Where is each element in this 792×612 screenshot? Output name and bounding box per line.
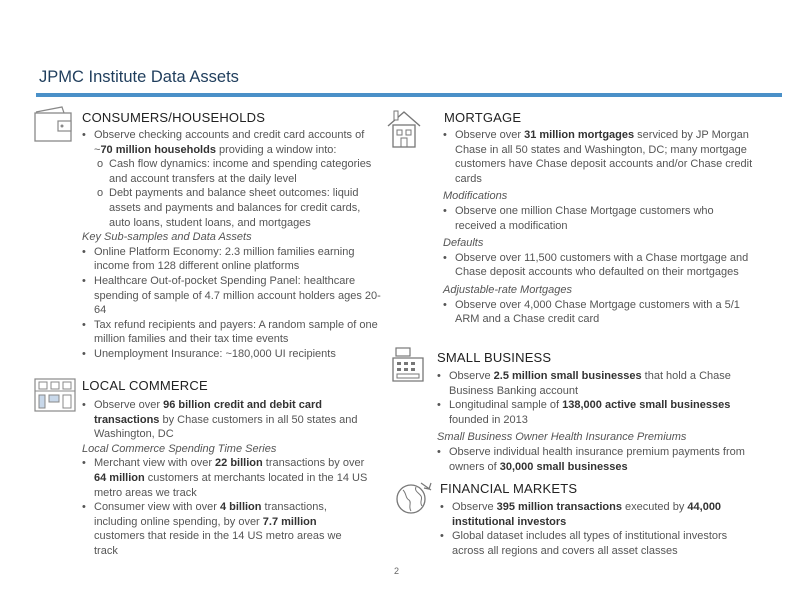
small-business-section xyxy=(437,369,749,474)
section-subheading: Modifications xyxy=(443,190,508,203)
house-icon xyxy=(386,108,422,150)
list-item: o Debt payments and balance sheet outcomes: liquid assets and payments and balances for credit cards, auto loans, student loans, and mortgages xyxy=(97,187,361,229)
local-commerce-section xyxy=(82,398,368,559)
list-item: • Longitudinal sample of 138,000 active small businesses founded in 2013 xyxy=(437,399,731,426)
section-subheading: Local Commerce Spending Time Series xyxy=(82,442,277,455)
financial-markets-heading: FINANCIAL MARKETS xyxy=(440,481,578,496)
list-item: • Healthcare Out-of-pocket Spending Panel: healthcare spending of sample of 4.7 million account holders ages 20-64 xyxy=(82,274,381,317)
title-rule xyxy=(36,93,782,97)
section-subheading: Adjustable-rate Mortgages xyxy=(443,283,573,296)
list-item: • Global dataset includes all types of institutional investors across all regions and covers all asset classes xyxy=(440,530,728,557)
list-item: • Observe over 11,500 customers with a Chase mortgage and Chase deposit accounts who defaulted on their mortgages xyxy=(443,251,749,279)
list-item: • Observe over 96 billion credit and debit card transactions by Chase customers in all 50 states and Washington, DC xyxy=(82,399,358,441)
list-item: • Tax refund recipients and payers: A random sample of one million families and their tax time events xyxy=(82,318,378,346)
list-item: • Observe checking accounts and credit card accounts of ~70 million households providing a window into: xyxy=(82,129,365,156)
list-item: • Consumer view with over 4 billion transactions, including online spending, by over 7.7 million customers that reside in the 14 US metro areas we track xyxy=(82,501,342,557)
section-subheading: Defaults xyxy=(443,237,484,250)
list-item: • Observe individual health insurance premium payments from owners of 30,000 small businesses xyxy=(437,445,745,473)
page-title: JPMC Institute Data Assets xyxy=(39,68,239,86)
storefront-icon xyxy=(32,376,78,414)
section-subheading: Key Sub-samples and Data Assets xyxy=(82,231,252,244)
list-item: • Observe 2.5 million small businesses that hold a Chase Business Banking account xyxy=(437,370,731,397)
list-item: • Observe over 31 million mortgages serviced by JP Morgan Chase in all 50 states and Washington, DC; many mortgage customers have Chase deposit accounts and/or Chase credit cards xyxy=(443,129,753,185)
list-item: • Observe 395 million transactions executed by 44,000 institutional investors xyxy=(440,501,722,528)
wallet-icon xyxy=(32,104,76,144)
globe-icon xyxy=(394,480,434,518)
cash-register-icon xyxy=(390,346,426,384)
list-item: o Cash flow dynamics: income and spending categories and account transfers at the daily level xyxy=(97,158,372,185)
list-item: • Merchant view with over 22 billion transactions by over 64 million customers at merchants located in the 14 US metro areas we track xyxy=(82,457,368,499)
list-item: • Observe one million Chase Mortgage customers who received a modification xyxy=(443,204,714,232)
consumers-heading: CONSUMERS/HOUSEHOLDS xyxy=(82,110,266,125)
list-item: • Online Platform Economy: 2.3 million families earning income from 128 different online platforms xyxy=(82,245,355,273)
section-subheading: Small Business Owner Health Insurance Premiums xyxy=(437,431,687,444)
consumers-section xyxy=(82,128,382,362)
financial-markets-section xyxy=(440,500,752,558)
list-item: • Observe over 4,000 Chase Mortgage customers with a 5/1 ARM and a Chase credit card xyxy=(443,298,740,326)
page-number: 2 xyxy=(394,566,400,576)
local-commerce-heading: LOCAL COMMERCE xyxy=(82,378,208,393)
mortgage-section xyxy=(443,128,755,327)
list-item: • Unemployment Insurance: ~180,000 UI recipients xyxy=(82,347,336,360)
small-business-heading: SMALL BUSINESS xyxy=(437,350,552,365)
mortgage-heading: MORTGAGE xyxy=(444,110,522,125)
